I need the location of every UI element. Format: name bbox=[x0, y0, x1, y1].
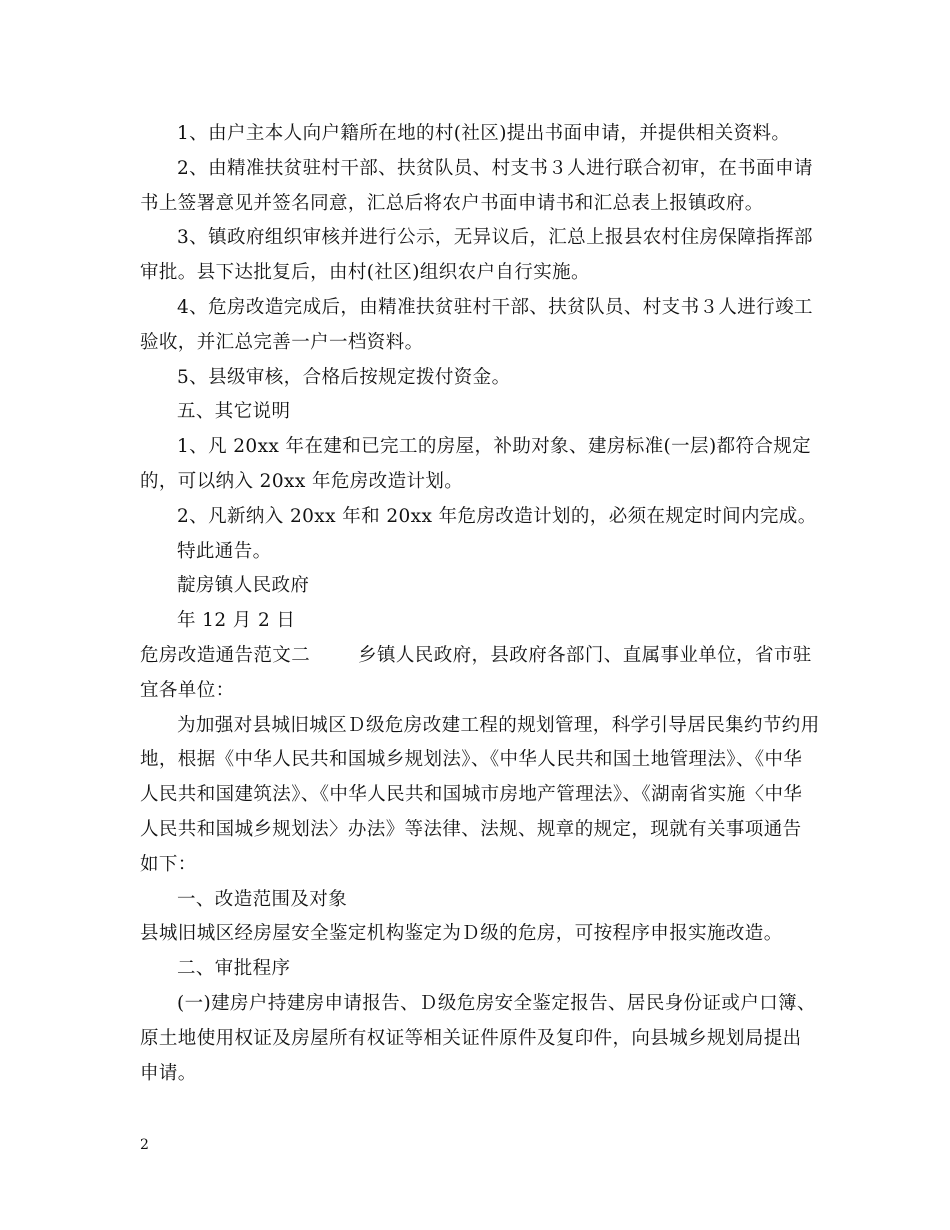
paragraph-note-2: 2、凡新纳入 20xx 年和 20xx 年危房改造计划的，必须在规定时间内完成。 bbox=[177, 505, 817, 527]
closing-statement: 特此通告。 bbox=[177, 540, 272, 562]
section-two-heading: 危房改造通告范文二 bbox=[140, 644, 311, 666]
section-heading-other-notes: 五、其它说明 bbox=[177, 401, 291, 423]
paragraph-approval-1: (一)建房户持建房申请报告、Ｄ级危房安全鉴定报告、居民身份证或户口簿、原土地使用权证及房屋所有权证等相关证件原件及复印件，向县城乡规划局提出申请。 bbox=[140, 992, 816, 1084]
paragraph-step-4: 4、危房改造完成后，由精准扶贫驻村干部、扶贫队员、村支书３人进行竣工验收，并汇总完善一户一档资料。 bbox=[140, 296, 813, 353]
document-body bbox=[140, 117, 820, 1091]
paragraph-step-3: 3、镇政府组织审核并进行公示，无异议后，汇总上报县农村住房保障指挥部审批。县下达批复后，由村(社区)组织农户自行实施。 bbox=[140, 227, 813, 284]
paragraph-step-5: 5、县级审核，合格后按规定拨付资金。 bbox=[177, 366, 511, 388]
paragraph-purpose: 为加强对县城旧城区Ｄ级危房改建工程的规划管理，科学引导居民集约节约用地，根据《中华人民共和国城乡规划法》、《中华人民共和国土地管理法》、《中华人民共和国建筑法》、《中华人民共和国城市房地产管理法》、《湖南省实施〈中华人民共和国城乡规划法〉办法》等法律、法规、规章的规定，现就有关事项通告如下： bbox=[140, 714, 820, 875]
section-heading-approval: 二、审批程序 bbox=[177, 958, 291, 980]
section-heading-scope: 一、改造范围及对象 bbox=[177, 888, 348, 910]
section-two-intro bbox=[140, 639, 820, 709]
paragraph-step-1: 1、由户主本人向户籍所在地的村(社区)提出书面申请，并提供相关资料。 bbox=[177, 123, 791, 144]
paragraph-step-2: 2、由精准扶贫驻村干部、扶贫队员、村支书３人进行联合初审，在书面申请书上签署意见并签名同意，汇总后将农户书面申请书和汇总表上报镇政府。 bbox=[140, 157, 813, 214]
paragraph-scope: 县城旧城区经房屋安全鉴定机构鉴定为Ｄ级的危房，可按程序申报实施改造。 bbox=[140, 923, 783, 945]
page-number: 2 bbox=[140, 1137, 149, 1153]
paragraph-note-1: 1、凡 20xx 年在建和已完工的房屋，补助对象、建房标准(一层)都符合规定的，可以纳入 20xx 年危房改造计划。 bbox=[140, 436, 812, 492]
section-two-addressees: 乡镇人民政府，县政府各部门、直属事业单位，省市驻宜各单位： bbox=[140, 644, 812, 701]
issuer-name: 靛房镇人民政府 bbox=[177, 575, 310, 597]
issue-date: 年 12 月 2 日 bbox=[177, 610, 296, 632]
